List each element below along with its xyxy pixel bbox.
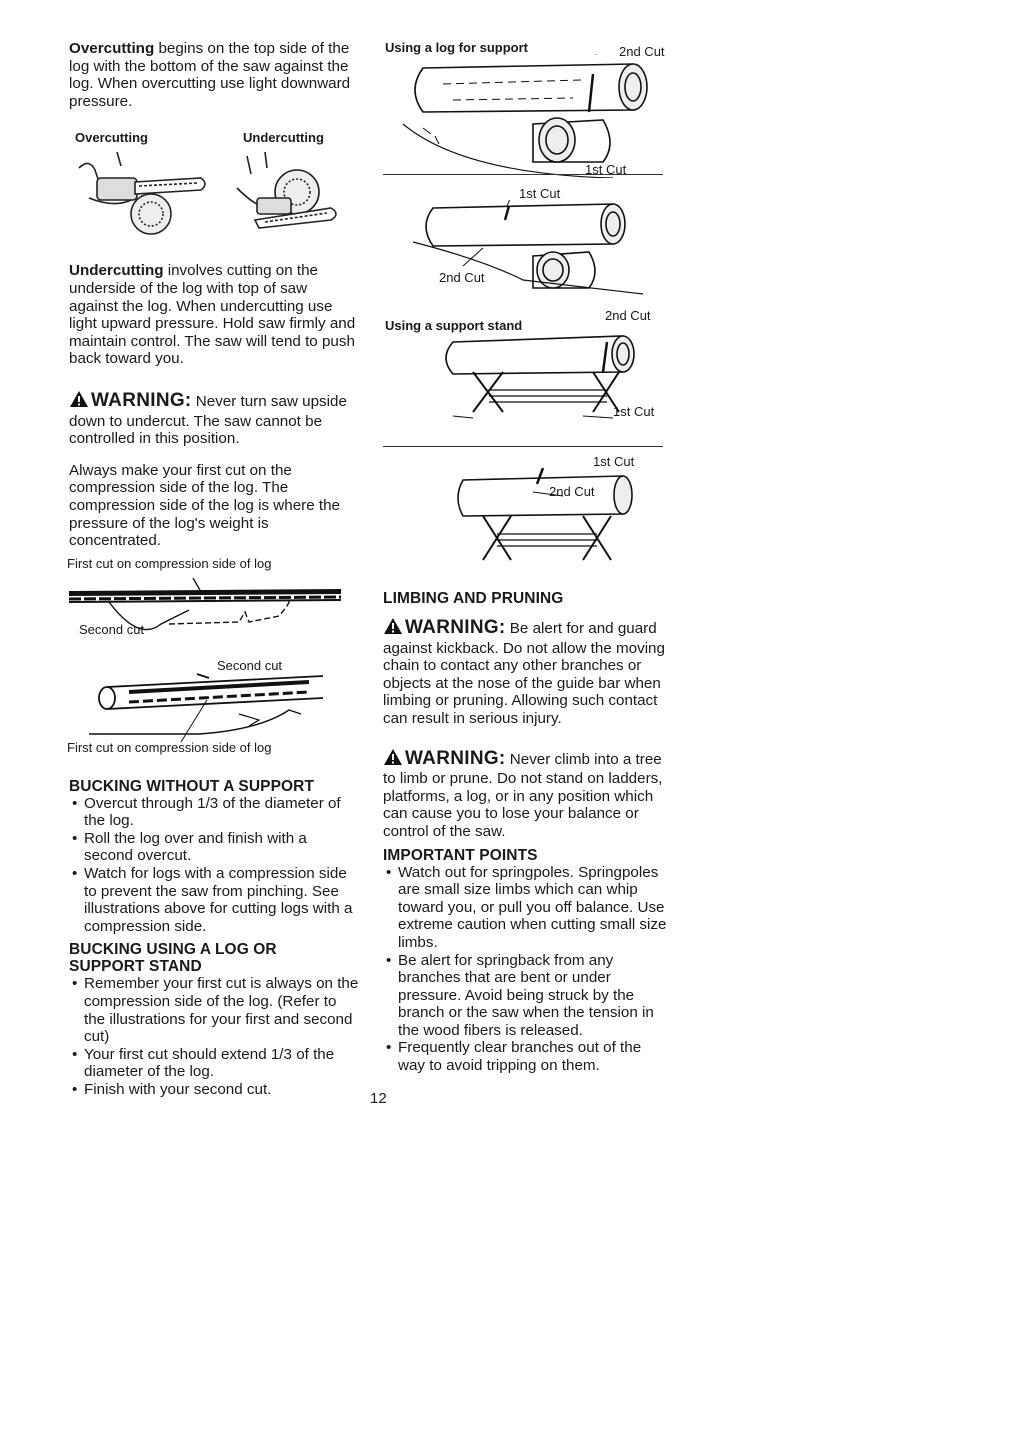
fig3-first-cut-label: 1st Cut (613, 404, 655, 419)
overcutting-term: Overcutting (69, 40, 155, 57)
compression-side-paragraph: Always make your first cut on the compression side of the log. The compression side of the log is where the pressure of the log's weight is concentrated. (69, 461, 340, 550)
heading-bucking-without-support: BUCKING WITHOUT A SUPPORT (69, 777, 315, 795)
overcutting-fig-label: Overcutting (75, 130, 148, 146)
list-item: • Watch for logs with a compression side to prevent the saw from pinching. See illustrations above for cutting logs with a compression side. (69, 865, 359, 935)
compression-figure-top (69, 556, 359, 652)
list-item: • Remember your first cut is always on the compression side of the log. (Refer to the illustrations for your first and second cut) (69, 975, 359, 1045)
log-on-slope-illustration (89, 670, 341, 744)
important-points-list (383, 864, 668, 1075)
warning-triangle-icon (69, 390, 89, 413)
warning-triangle-icon (383, 748, 403, 771)
fig2-first-cut-label: 1st Cut (519, 186, 561, 201)
log-support-label: Using a log for support (385, 40, 528, 55)
cutting-method-figure (69, 130, 359, 256)
heading-limbing-pruning: LIMBING AND PRUNING (383, 590, 564, 607)
figure-log-support-1 (383, 40, 668, 178)
fig3-second-cut-label: 2nd Cut (605, 308, 651, 323)
list-item: • Overcut through 1/3 of the diameter of the log. (69, 795, 359, 830)
list-item: • Your first cut should extend 1/3 of the diameter of the log. (69, 1046, 359, 1081)
bucking-using-support-list (69, 975, 359, 1098)
undercutting-paragraph: Undercutting involves cutting on the underside of the log with top of saw against the log. When undercutting use light upward pressure. Hold saw firmly and maintain control. The saw will tend to push back toward you. (69, 262, 356, 368)
compression-bottom-caption: First cut on compression side of log (67, 739, 272, 755)
right-column (383, 40, 668, 1075)
warning-title: WARNING: (405, 617, 506, 638)
left-column (69, 40, 359, 1099)
list-item: • Finish with your second cut. (69, 1081, 359, 1099)
heading-important-points: IMPORTANT POINTS (383, 846, 538, 864)
warning-title: WARNING: (91, 389, 192, 411)
figure-support-stand-2 (383, 442, 668, 582)
divider (383, 174, 663, 175)
fig4-first-cut-label: 1st Cut (593, 454, 635, 469)
fig1-first-cut-label: 1st Cut (585, 162, 627, 177)
overcutting-paragraph: Overcutting begins on the top side of the log with the bottom of the saw against the log. When overcutting use light downward pressure. (69, 40, 351, 110)
compression-top-caption: First cut on compression side of log (67, 555, 272, 571)
bucking-without-support-list (69, 795, 359, 936)
fig4-second-cut-label: 2nd Cut (549, 484, 595, 499)
fig2-second-cut-label: 2nd Cut (439, 270, 485, 285)
heading-bucking-using-support: BUCKING USING A LOG OR SUPPORT STAND (69, 941, 277, 976)
list-item: • Watch out for springpoles. Springpoles are small size limbs which can whip toward you, or pull you off balance. Use extreme caution when cutting small size limbs. (383, 864, 668, 952)
warning-climbing: WARNING: Never climb into a tree to limb or prune. Do not stand on ladders, platforms, a log, or in any position which can cause you to lose your balance or control of the saw. (383, 747, 663, 840)
figure-support-stand-1 (383, 304, 668, 430)
fig1-second-cut-label: 2nd Cut (619, 44, 665, 59)
compression-bottom-second-cut: Second cut (217, 657, 283, 673)
log-on-log-illustration (383, 54, 668, 178)
undercutting-term: Undercutting (69, 262, 164, 280)
list-item: • Be alert for springback from any branches that are bent or under pressure. Avoid being struck by the branch or the saw when the tension in the wood fibers is released. (383, 952, 668, 1040)
overcut-undercut-illustration (69, 148, 359, 252)
page-number: 12 (370, 1090, 387, 1107)
figure-log-support-2 (383, 182, 668, 296)
undercutting-fig-label: Undercutting (243, 130, 324, 146)
compression-figure-bottom (69, 656, 359, 762)
list-item: • Frequently clear branches out of the way to avoid tripping on them. (383, 1039, 668, 1074)
warning-kickback: WARNING: Be alert for and guard against kickback. Do not allow the moving chain to contact any other branches or objects at the nose of the guide bar when limbing or pruning. Allowing such contact can result in serious injury. (383, 617, 665, 727)
warning-upside-down: WARNING: Never turn saw upside down to undercut. The saw cannot be controlled in this position. (69, 389, 347, 448)
support-stand-label: Using a support stand (385, 318, 523, 333)
warning-triangle-icon (383, 617, 403, 640)
warning-title: WARNING: (405, 747, 506, 769)
list-item: • Roll the log over and finish with a second overcut. (69, 830, 359, 865)
compression-top-second-cut: Second cut (79, 621, 145, 637)
